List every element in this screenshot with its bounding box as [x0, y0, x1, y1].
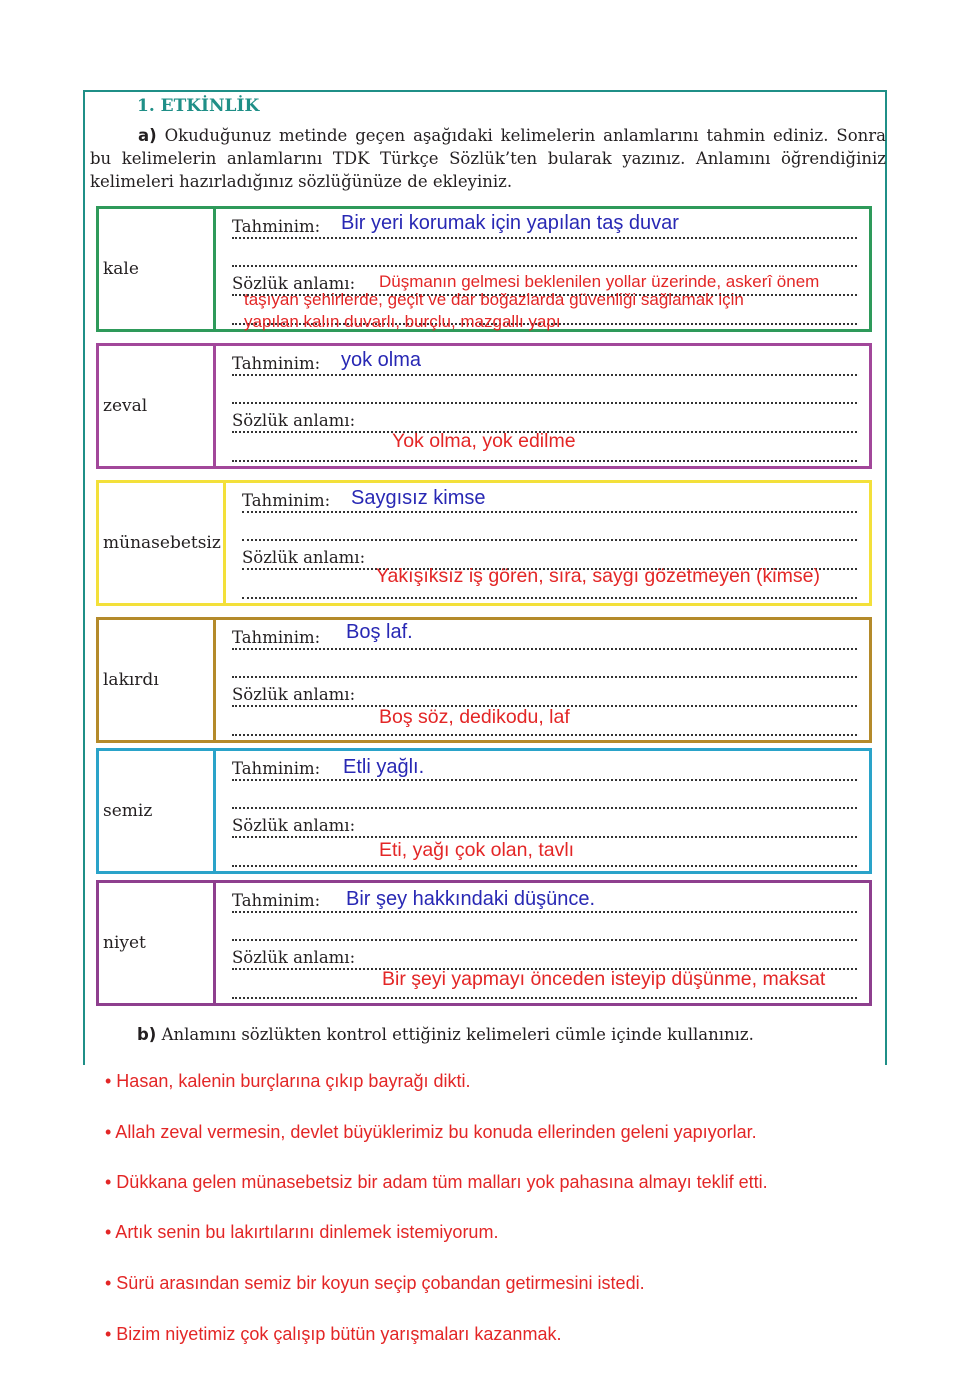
guess-label: Tahminim:: [232, 217, 324, 236]
definition-cell: [213, 880, 872, 1006]
word-label: münasebetsiz: [103, 533, 221, 553]
word-row-semiz: [96, 748, 872, 874]
definition-cell: [223, 480, 872, 606]
definition-cell: [213, 748, 872, 874]
part-b-text: Anlamını sözlükten kontrol ettiğiniz kelimeleri cümle içinde kullanınız.: [161, 1025, 754, 1044]
sentence-niyet: • Bizim niyetimiz çok çalışıp bütün yarışmaları kazanmak.: [105, 1324, 562, 1344]
guess-line: [242, 491, 857, 513]
meaning-answer-line-1: Düşmanın gelmesi beklenilen yollar üzerinde, askerî önem: [379, 272, 820, 291]
word-cell: [96, 343, 216, 469]
word-label: lakırdı: [103, 670, 159, 690]
word-cell: [96, 617, 216, 743]
sentence-semiz: • Sürü arasından semiz bir koyun seçip çobandan getirmesini istedi.: [105, 1273, 645, 1293]
dict-label: Sözlük anlamı:: [232, 274, 359, 293]
guess-label: Tahminim:: [232, 891, 324, 910]
meaning-answer-line-3: yapılan kalın duvarlı, burçlu, mazgallı yapı: [244, 312, 561, 331]
word-label: semiz: [103, 801, 153, 821]
definition-cell: [213, 343, 872, 469]
part-a-text: Okuduğunuz metinde geçen aşağıdaki kelimelerin anlamlarını tahmin ediniz. Sonra bu kelimelerin anlamlarını TDK Türkçe Sözlük’ten bularak yazınız. Anlamını öğrendiğiniz kelimeleri hazırladığınız sözlüğünüze de ekleyiniz.: [90, 126, 886, 191]
word-row-zeval: [96, 343, 872, 469]
word-row-kale: [96, 206, 872, 332]
guess-label: Tahminim:: [232, 354, 324, 373]
part-b-instructions: [137, 1025, 754, 1044]
word-row-lakirdi: [96, 617, 872, 743]
guess-line-2: [232, 251, 857, 267]
meaning-answer: Yakışıksız iş gören, sıra, saygı gözetmeyen (kimse): [376, 565, 820, 587]
guess-answer: Boş laf.: [346, 621, 413, 643]
meaning-answer: Boş söz, dedikodu, laf: [379, 706, 570, 728]
dict-label: Sözlük anlamı:: [242, 548, 369, 567]
dict-label: Sözlük anlamı:: [232, 685, 359, 704]
activity-title: 1. ETKİNLİK: [137, 96, 260, 116]
dict-line: [232, 685, 857, 707]
guess-label: Tahminim:: [232, 628, 324, 647]
sentence-zeval: • Allah zeval vermesin, devlet büyüklerimiz bu konuda ellerinden geleni yapıyorlar.: [105, 1122, 757, 1142]
dict-label: Sözlük anlamı:: [232, 411, 359, 430]
word-label: kale: [103, 259, 139, 279]
sentence-munasebetsiz: • Dükkana gelen münasebetsiz bir adam tüm malları yok pahasına almayı teklif etti.: [105, 1172, 768, 1192]
dict-label: Sözlük anlamı:: [232, 816, 359, 835]
word-row-munasebetsiz: [96, 480, 872, 606]
guess-line: [232, 759, 857, 781]
guess-label: Tahminim:: [242, 491, 334, 510]
meaning-answer: Eti, yağı çok olan, tavlı: [379, 839, 575, 861]
guess-line-2: [242, 525, 857, 541]
part-a-letter: a): [138, 126, 157, 145]
sentence-kale: • Hasan, kalenin burçlarına çıkıp bayrağı dikti.: [105, 1071, 471, 1091]
sentence-lakirdi: • Artık senin bu lakırtılarını dinlemek istemiyorum.: [105, 1222, 499, 1242]
guess-answer: yok olma: [341, 349, 422, 371]
dict-label: Sözlük anlamı:: [232, 948, 359, 967]
definition-cell: [213, 206, 872, 332]
guess-line-2: [232, 388, 857, 404]
word-row-niyet: [96, 880, 872, 1006]
dict-line: [232, 816, 857, 838]
word-cell: [96, 206, 216, 332]
guess-answer: Bir şey hakkındaki düşünce.: [346, 888, 596, 910]
guess-answer: Bir yeri korumak için yapılan taş duvar: [341, 212, 679, 234]
meaning-answer: Bir şeyi yapmayı önceden isteyip düşünme, maksat: [382, 968, 826, 990]
meaning-answer: Yok olma, yok edilme: [392, 430, 576, 452]
word-cell: [96, 748, 216, 874]
meaning-answer-line-2: taşıyan şehirlerde, geçit ve dar boğazlarda güvenliği sağlamak için: [244, 290, 744, 309]
definition-cell: [213, 617, 872, 743]
guess-line-2: [232, 662, 857, 678]
word-cell: [96, 480, 226, 606]
guess-line-2: [232, 793, 857, 809]
part-b-letter: b): [137, 1025, 157, 1044]
word-label: niyet: [103, 933, 146, 953]
guess-label: Tahminim:: [232, 759, 324, 778]
guess-answer: Saygısız kimse: [351, 487, 486, 509]
part-a-instructions: [90, 124, 886, 193]
guess-answer: Etli yağlı.: [343, 756, 425, 778]
guess-line-2: [232, 925, 857, 941]
word-cell: [96, 880, 216, 1006]
guess-line: [232, 354, 857, 376]
word-label: zeval: [103, 396, 148, 416]
